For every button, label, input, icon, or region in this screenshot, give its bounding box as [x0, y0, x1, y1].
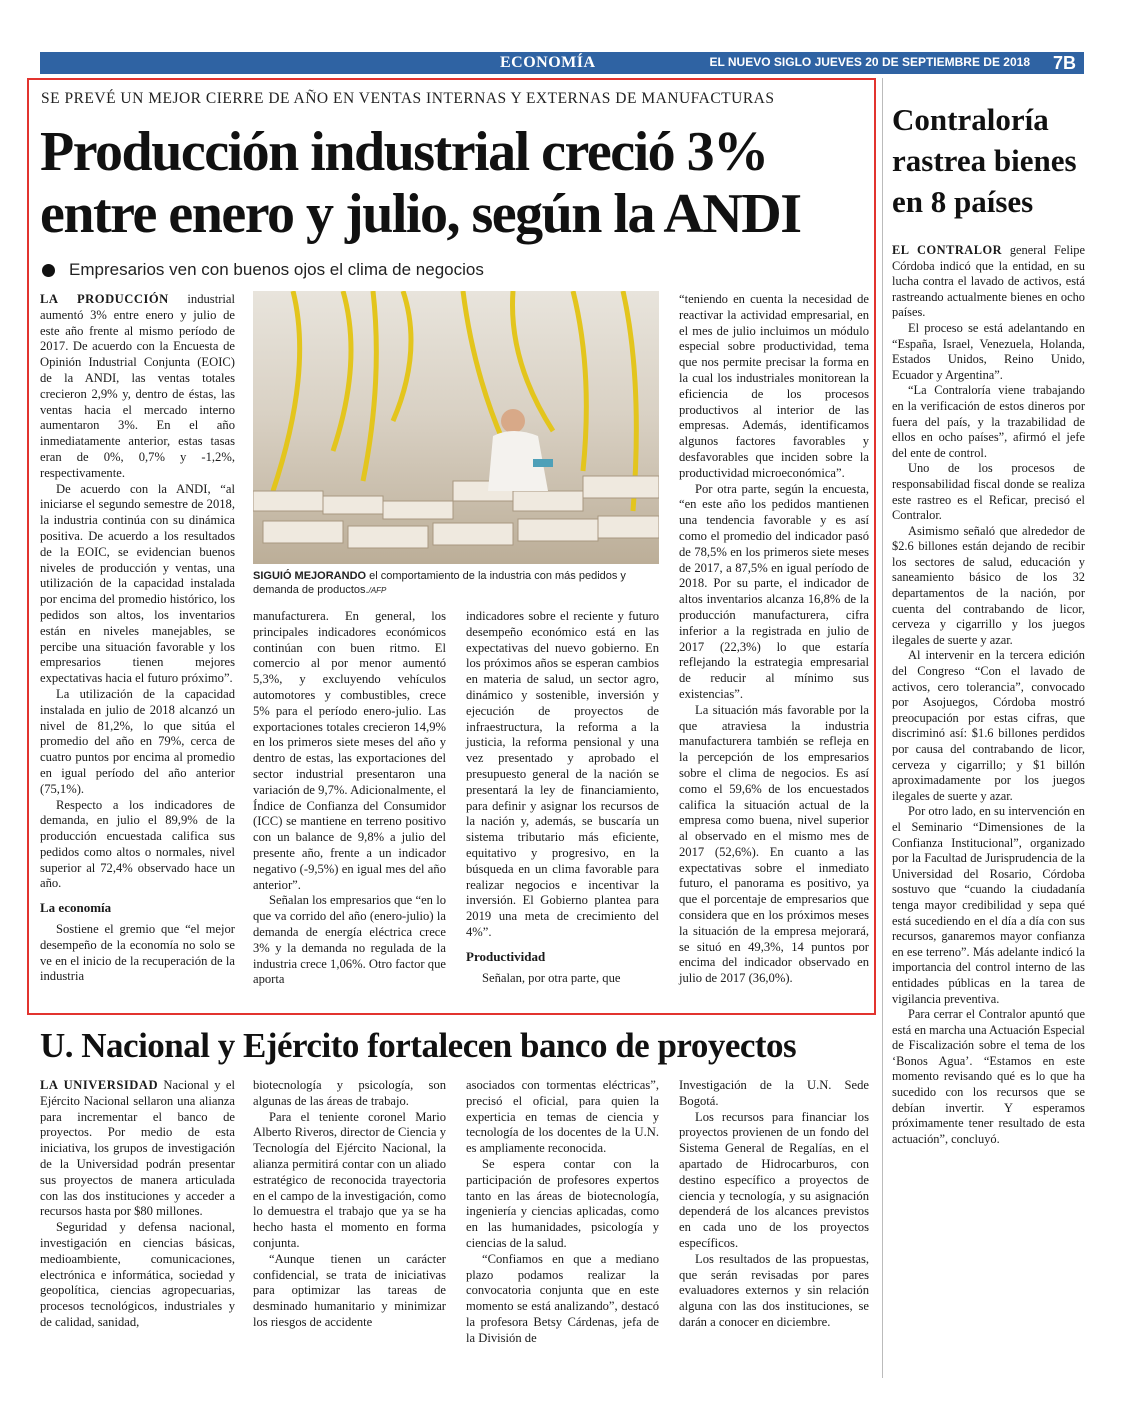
factory-photo	[253, 291, 659, 564]
section-name: ECONOMÍA	[500, 54, 596, 71]
sidebar-article-body: EL CONTRALOR general Felipe Córdoba indicó que la entidad, en su lucha contra el lavado de activos, está rastreando actualmente bienes en ocho países. El proceso se está adelantando en “España, Israel, Venezuela, Holanda, Estados Unidos, Reino Unido, Ecuador y Argentina”. “La Contraloría viene trabajando en la verificación de estos dineros por fuera del país, y la trazabilidad de ellos en ocho países”, afirmó el jefe del ente de control. Uno de los procesos de responsabilidad fiscal donde se realiza este rastreo es el Reficar, precisó el Contralor. Asimismo señaló que alrededor de $2.6 billones están dejando de recibir los sectores de salud, educación y saneamiento básico de los 32 departamentos de la nación, por cuenta del contrabando de licor, cerveza y cigarrillo y los juegos ilegales de suerte y azar. Al intervenir en la tercera edición del Congreso “Con el lavado de activos, cero tolerancia”, convocado por Asojuegos, Córdoba mostró preocupación por estas cifras, que discriminó así: $1.6 billones perdidos por causa del contrabando de licor, cerveza y cigarrillo; y $1 billón aproximadamente por los juegos ilegales de suerte y azar. Por otro lado, en su intervención en el Seminario “Dimensiones de la Confianza Institucional”, organizado por la Facultad de Jurisprudencia de la Universidad del Rosario, Córdoba sostuvo que “cuando la ciudadanía tenga mayor credibilidad y sepa qué está sucediendo en el día a día con sus recursos, ganaremos mayor confianza en ese terreno”. Más adelante indicó la importancia del control interno de las entidades públicas en la tarea de vigilancia preventiva. Para cerrar el Contralor apuntó que está en marcha una Actuación Especial de Fiscalización sobre el tema de los ‘Bonos Agua’. “Estamos en este momento revisando qué es lo que ha sucedido con los recursos que se debían invertir. Y esperamos próximamente tener resultado de esta actuación”, concluyó.	[892, 243, 1085, 1146]
lead-word: LA PRODUCCIÓN	[40, 292, 169, 306]
article-column-3: indicadores sobre el reciente y futuro desempeño económico está en las expectativas del nuevo gobierno. En los próximos años se esperan cambios en materia de salud, un sector agro, dinámico y sostenible, inversión y ejecución de proyectos de infraestructura, la reforma a la justicia, la reforma pensional y una vez presentado y aprobado el presupuesto general de la nación se presentará la ley de financiamiento, para definir y asignar los recursos de la nación y, además, se buscaría un sistema tributario más eficiente, equitativo y progresivo, en la búsqueda en un clima favorable para realizar negocios e incentivar la inversión. El Gobierno plantea para 2019 una meta de crecimiento del 4%”. Productividad Señalan, por otra parte, que	[466, 609, 659, 985]
photo-caption: SIGUIÓ MEJORANDO el comportamiento de la industria con más pedidos y demanda de productos./AFP	[253, 570, 626, 596]
second-article-column-3: asociados con tormentas eléctricas”, precisó el oficial, para quien la experticia en temas de ciencia y tecnología de los docentes de la U.N. es ampliamente reconocida. Se espera contar con la participación de profesores expertos tanto en las áreas de biotecnología, ingeniería y ciencias aplicadas, como en las humanidades, psicología y ciencias de la salud. “Confiamos en que a mediano plazo podamos realizar la convocatoria conjunta que en este momento se está analizando”, destacó la profesora Betsy Cárdenas, jefa de la División de	[466, 1078, 659, 1345]
second-article-column-2: biotecnología y psicología, son algunas de las áreas de trabajo. Para el teniente coronel Mario Alberto Riveros, director de Ciencia y Tecnología del Ejército Nacional, la alianza permitirá contar con un aliado estratégico de reconocida trayectoria en el campo de la investigación, como lo demuestra el trabajo que ya se ha hecho hasta el momento en forma conjunta. “Aunque tienen un carácter confidencial, se trata de iniciativas para optimizar las tareas de desminado humanitario y minimizar los riesgos de accidente	[253, 1078, 446, 1329]
bullet-icon	[42, 264, 55, 277]
article-column-4: “teniendo en cuenta la necesidad de reactivar la actividad empresarial, en el mes de julio incluimos un módulo especial sobre productividad, tema que nos permite precisar la forma en la cual los industriales monitorean la eficiencia de los procesos productivos al interior de las empresas. Además, identificamos algunos factores favorables y desfavorables que inciden sobre la productividad microeconómica”. Por otra parte, según la encuesta, “en este año los pedidos mantienen una tendencia favorable y es así como el promedio del indicador pasó de 78,5% en los primeros siete meses de 2017, a 87,5% en igual período de 2018. Por su parte, el indicador de altos inventarios alcanza 16,8% de la producción manufacturera, cifra inferior a la registrada en julio de 2017 (22,3%) lo que estaría reflejando la estrategia empresarial de reducir al mínimo sus existencias”. La situación más favorable por la que atraviesa la industria manufacturera también se refleja en la percepción de los empresarios sobre el clima de negocios. Es así como el 59,6% de los encuestados califica la situación actual de la empresa como buena, nivel superior al observado en el mismo mes de 2017 (52,6%). En cuanto a las expectativas sobre el inmediato futuro, el panorama es positivo, ya que el porcentaje de empresarios que considera que en los próximos meses la situación de la empresa mejorará, se situó en 49,3%, 14 puntos por encima del indicador observado en julio de 2017 (36,0%).	[679, 292, 869, 986]
second-article-column-4: Investigación de la U.N. Sede Bogotá. Los recursos para financiar los proyectos provienen de un fondo del Sistema General de Regalías, en el apartado de Hidrocarburos, con destino específico a proyectos de ciencia y tecnología, y su asignación dependerá de los alcances previstos en cada uno de los proyectos específicos. Los resultados de las propuestas, que serán revisadas por pares evaluadores externos y sin relación alguna con las dos instituciones, se darán a conocer en diciembre.	[679, 1078, 869, 1329]
page-number: 7B	[1052, 53, 1076, 73]
article-subheadline	[42, 260, 862, 280]
page-header-bar	[40, 52, 1084, 74]
article-kicker: SE PREVÉ UN MEJOR CIERRE DE AÑO EN VENTAS INTERNAS Y EXTERNAS DE MANUFACTURAS	[41, 90, 775, 107]
article-column-1: LA PRODUCCIÓN industrial aumentó 3% entre enero y julio de este año frente al mismo período de 2017. De acuerdo con la Encuesta de Opinión Industrial Conjunta (EOIC) de la ANDI, las ventas totales crecieron 2,9% y, dentro de éstas, las ventas hacia el mercado interno aumentaron 3%. En el año inmediatamente anterior, estas tasas eran de 0%, 0,7% y -1,2%, respectivamente. De acuerdo con la ANDI, “al iniciarse el segundo semestre de 2018, la industria continúa con su dinámica positiva. De acuerdo a los resultados de la EOIC, se evidencian buenos niveles de producción y ventas, una utilización de la capacidad instalada por encima del promedio histórico, los pedidos son altos, los inventarios están en niveles manejables, se percibe una situación favorable y los empresarios tienen mejores expectativas hacia el futuro próximo”. La utilización de la capacidad instalada en julio de 2018 alcanzó un nivel de 81,2%, lo que sitúa el promedio del año en 79%, cerca de cuatro puntos por encima al promedio en igual período del año anterior (75,1%). Respecto a los indicadores de demanda, en julio el 89,9% de la producción encuestada califica sus pedidos como altos o normales, nivel superior al 72,4% observado hace un año. La economía Sostiene el gremio que “el mejor desempeño de la economía no solo se ve en el inicio de la recuperación de la industria	[40, 292, 235, 984]
column-divider	[882, 78, 883, 1378]
section-subhead: Productividad	[466, 948, 546, 964]
second-article-column-1: LA UNIVERSIDAD Nacional y el Ejército Nacional sellaron una alianza para incrementar el banco de proyectos. Por medio de esta iniciativa, los grupos de investigación de la Universidad podrán presentar sus proyectos de manera articulada con las dos instituciones y acceder a recursos hasta por $80 millones. Seguridad y defensa nacional, investigación en ciencias básicas, medioambiente, comunicaciones, electrónica e informática, sociedad y geopolítica, ciencias agropecuarias, procesos tecnológicos, industriales y de calidad, sanidad,	[40, 1078, 235, 1329]
article-headline: Producción industrial creció 3% entre enero y julio, según la ANDI	[40, 121, 801, 245]
sidebar-headline: Contraloría rastrea bienes en 8 países	[892, 102, 1077, 219]
lead-word: LA UNIVERSIDAD	[40, 1078, 159, 1092]
caption-lead: SIGUIÓ MEJORANDO	[253, 570, 367, 582]
second-article-headline: U. Nacional y Ejército fortalecen banco de proyectos	[40, 1026, 797, 1065]
photo-credit: /AFP	[368, 586, 387, 595]
factory-workers-image	[253, 291, 659, 564]
lead-word: EL CONTRALOR	[892, 243, 1003, 257]
article-column-2: manufacturera. En general, los principales indicadores económicos continúan con buen ritmo. El comercio al por menor aumentó 5,3%, y excluyendo vehículos automotores y combustibles, crece 5% para el período enero-julio. Las exportaciones totales crecieron 14,9% en los primeros siete meses del año y dentro de estas, las exportaciones del sector industrial presentaron una variación de 9,7%. Adicionalmente, el Índice de Confianza del Consumidor (ICC) se mantiene en terreno positivo con un balance de 9,8% a julio del presente año, frente a un indicador negativo (-9,5%) en igual mes del año anterior”. Señalan los empresarios que “en lo que va corrido del año (enero-julio) la demanda de energía eléctrica crece 3% y la demanda no regulada de la industria crece 1,06%. Otro factor que aporta	[253, 609, 446, 987]
subheadline-text: Empresarios ven con buenos ojos el clima de negocios	[69, 260, 484, 279]
section-subhead: La economía	[40, 900, 112, 916]
newspaper-date: EL NUEVO SIGLO JUEVES 20 DE SEPTIEMBRE DE 2018	[709, 55, 1030, 69]
